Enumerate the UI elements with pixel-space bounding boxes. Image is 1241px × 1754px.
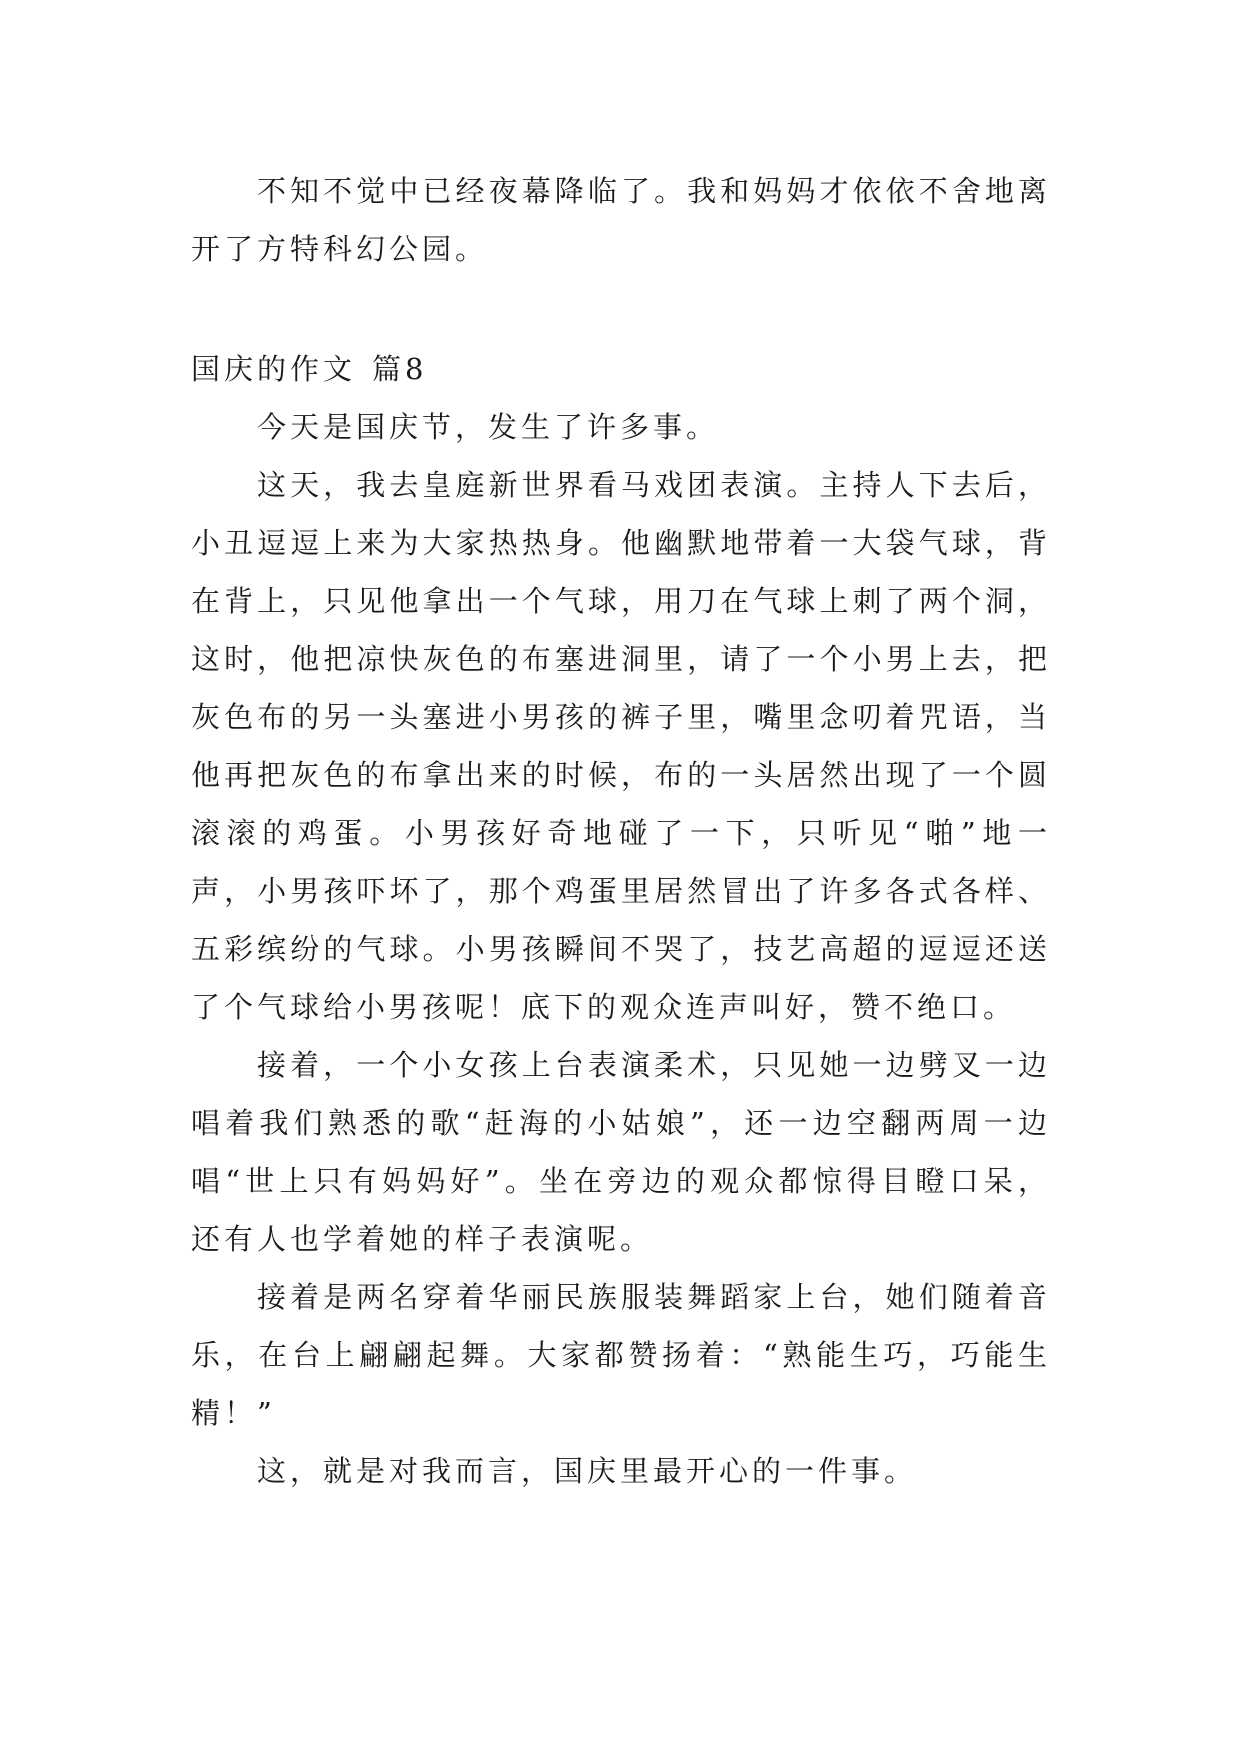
paragraph: 这，就是对我而言，国庆里最开心的一件事。: [257, 1454, 918, 1488]
paragraph: 这天，我去皇庭新世界看马戏团表演。主持人下去后，小丑逗逗上来为大家热热身。他幽默地带着一大袋气球，背在背上，只见他拿出一个气球，用刀在气球上刺了两个洞，这时，他把凉快灰色的布塞进洞里，请了一个小男上去，把灰色布的另一头塞进小男孩的裤子里，嘴里念叨着咒语，当他再把灰色的布拿出来的时候，布的一头居然出现了一个圆滚滚的鸡蛋。小男孩好奇地碰了一下，只听见“啪”地一声，小男孩吓坏了，那个鸡蛋里居然冒出了许多各式各样、五彩缤纷的气球。小男孩瞬间不哭了，技艺高超的逗逗还送了个气球给小男孩呢！底下的观众连声叫好，赞不绝口。: [191, 468, 1051, 1024]
paragraph: 接着是两名穿着华丽民族服装舞蹈家上台，她们随着音乐，在台上翩翩起舞。大家都赞扬着：“熟能生巧，巧能生精！”: [191, 1280, 1051, 1430]
section-spacer: [191, 278, 1051, 336]
essay-heading: [191, 340, 1051, 398]
paragraph: 今天是国庆节，发生了许多事。: [257, 410, 720, 444]
paragraph: 接着，一个小女孩上台表演柔术，只见她一边劈叉一边唱着我们熟悉的歌“赶海的小姑娘”，还一边空翻两周一边唱“世上只有妈妈好”。坐在旁边的观众都惊得目瞪口呆，还有人也学着她的样子表演呢。: [191, 1048, 1051, 1256]
essay-section-number: 篇8: [372, 352, 428, 386]
essay-title: 国庆的作文: [191, 352, 357, 386]
previous-essay-closing-paragraph: 不知不觉中已经夜幕降临了。我和妈妈才依依不舍地离开了方特科幻公园。: [191, 174, 1051, 266]
document-body: [191, 162, 1051, 1500]
